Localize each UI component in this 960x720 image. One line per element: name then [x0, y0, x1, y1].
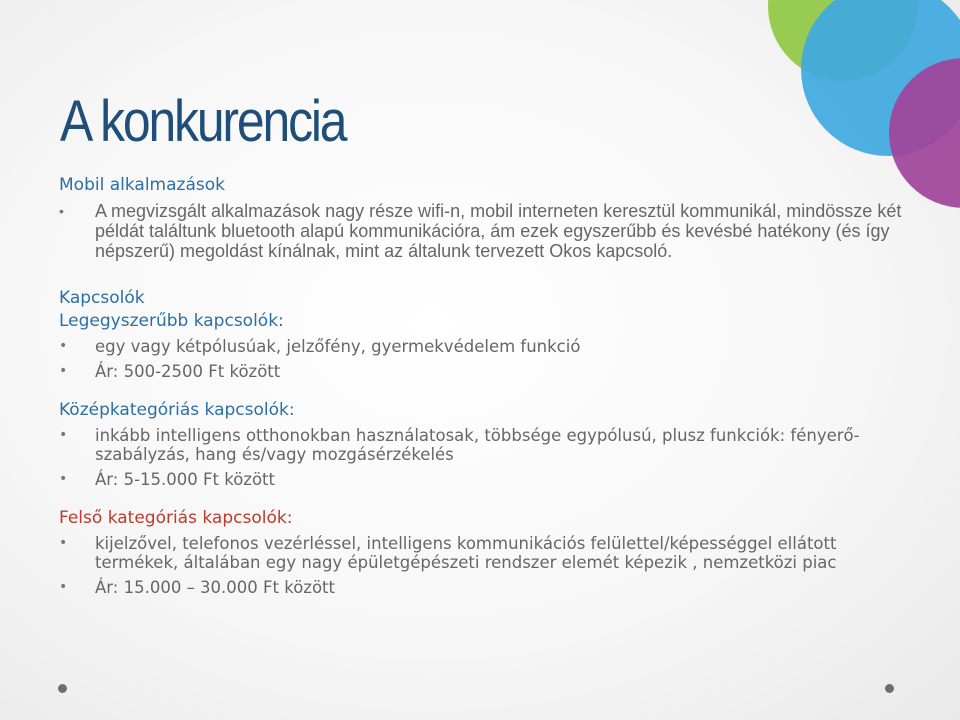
bullet-item: • inkább intelligens otthonokban használatosak, többsége egypólusú, plusz funkciók: fényerő-szabályzás, hang és/vagy mozgásérzékelés — [59, 426, 909, 464]
bullet-list-mid — [59, 426, 909, 489]
slide-content — [59, 174, 909, 615]
bullet-item: • Ár: 15.000 – 30.000 Ft között — [59, 578, 909, 597]
bullet-list-top — [59, 534, 909, 597]
section-mid — [59, 399, 909, 489]
section-top — [59, 507, 909, 597]
section-heading-top: Felső kategóriás kapcsolók: — [59, 508, 293, 528]
section-heading-popular: Legegyszerűbb kapcsolók: — [59, 311, 284, 331]
bullet-item: • Ár: 5-15.000 Ft között — [59, 470, 909, 489]
bullet-item: • egy vagy kétpólusúak, jelzőfény, gyermekvédelem funkció — [59, 337, 909, 356]
bullet-item: • kijelzővel, telefonos vezérléssel, intelligens kommunikációs felülettel/képességgel ellátott termékek, általában egy nagy épületgépészeti rendszer elemét képezik , nemzetközi piac — [59, 534, 909, 572]
bullet-item: • Ár: 500-2500 Ft között — [59, 362, 909, 381]
section-switches — [59, 287, 909, 381]
decor-dot-left — [58, 684, 67, 693]
section-heading-mobile: Mobil alkalmazások — [59, 175, 225, 195]
section-heading-mid: Középkategóriás kapcsolók: — [59, 400, 295, 420]
bullet-list-popular — [59, 337, 909, 381]
decor-dot-right — [885, 684, 894, 693]
bullet-item: • A megvizsgált alkalmazások nagy része wifi-n, mobil interneten keresztül kommunikál, mindössze két példát találtunk bluetooth alapú kommunikációra, ám ezek egyszerűbb és kevésbé hatékony (és így népszerű) megoldást kínálnak, mint az általunk tervezett Okos kapcsoló. — [59, 201, 909, 261]
section-heading-switches: Kapcsolók — [59, 288, 145, 308]
slide-title: A konkurencia — [60, 89, 346, 154]
section-mobile — [59, 174, 909, 261]
bullet-list-mobile — [59, 201, 909, 261]
